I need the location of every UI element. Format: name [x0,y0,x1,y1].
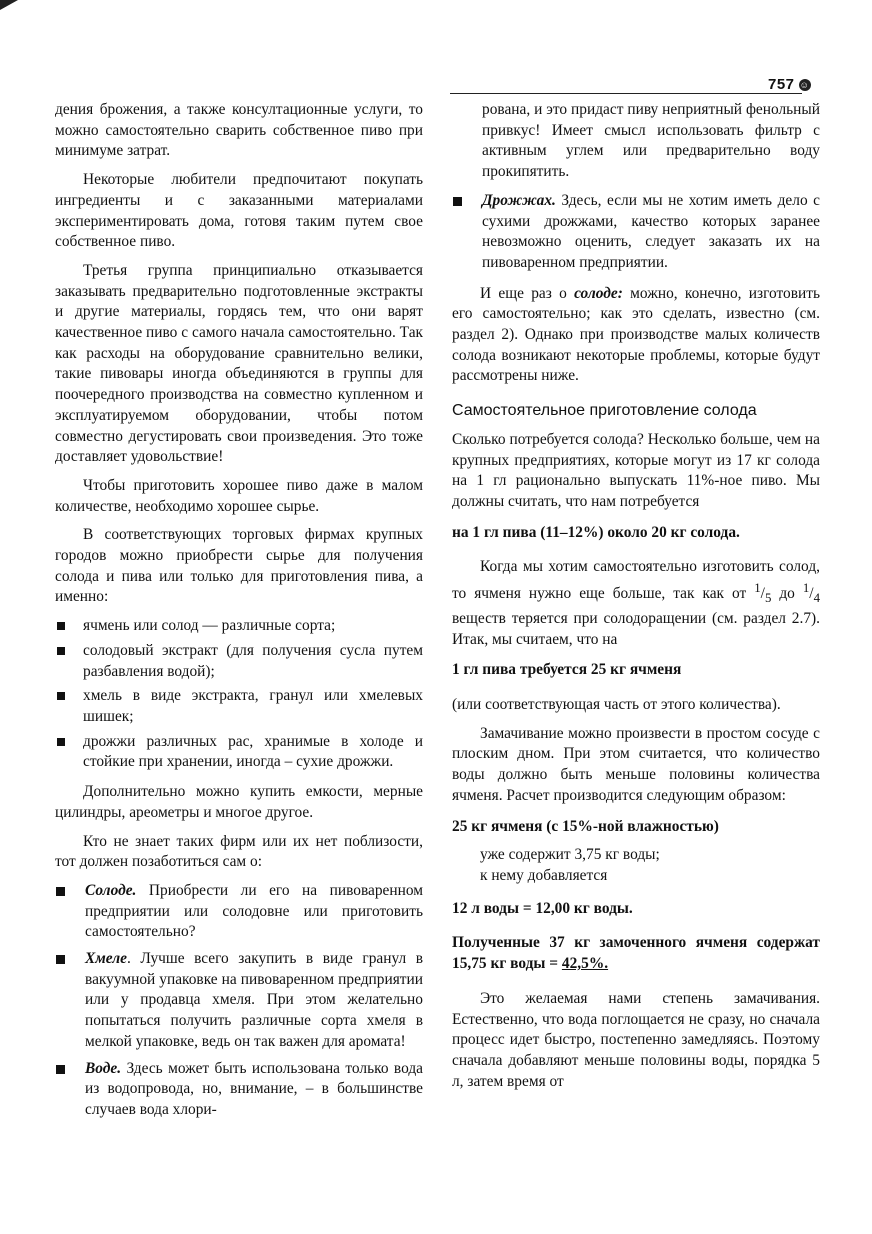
list-item: Воде. Здесь может быть использована только вода из водопровода, но, внимание, – в большинстве случаев вода хлори- [55,1059,423,1121]
bullet-square-icon [56,955,65,964]
list-item: хмель в виде экстракта, гранул или хмелевых шишек; [55,686,423,727]
calculation-block [452,845,820,886]
bullet-square-icon [453,197,462,206]
formula-line: 12 л воды = 12,00 кг воды. [452,899,633,917]
left-column [55,100,423,1130]
paragraph: рована, и это придаст пиву неприятный фенольный привкус! Имеет смысл использовать фильтр с активным углем или предварительно воду прокипятить. [482,101,820,181]
formula-line: 1 гл пива требуется 25 кг ячменя [452,661,682,679]
yeast-list [452,191,820,274]
bullet-square-icon [57,622,65,630]
calculation-line: уже содержит 3,75 кг воды; [480,846,660,864]
paragraph: дения брожения, а также консултационные услуги, то можно самостоятельно сварить собственное пиво при минимуме затрат. [55,101,423,160]
header-rule [450,93,802,94]
page-marker-icon: ☺ [799,80,810,90]
paragraph: (или соответствующая часть от этого количества). [452,696,781,714]
section-heading: Самостоятельное приготовление солода [452,402,757,420]
bullet-square-icon [57,738,65,746]
list-item: дрожжи различных рас, хранимые в холоде и стойкие при хранении, иногда – сухие дрожжи. [55,732,423,773]
materials-list [55,616,423,773]
paragraph: Когда мы хотим самостоятельно изготовить солод, то ячменя нужно еще больше, так как от $^1/_5$ до $^1/_4$ веществ теряется при солодоращении (см. раздел 2.7). Итак, мы считаем, что на [452,558,820,648]
formula-line: на 1 гл пива (11–12%) около 20 кг солода. [452,523,740,541]
paragraph: Это желаемая нами степень замачивания. Естественно, что вода поглощается не сразу, но сначала процесс идет быстро, постепенно замедляясь. Поэтому сначала добавляют меньше половины воды, порядка 5 л, затем время от [452,989,820,1090]
list-item: Дрожжах. Здесь, если мы не хотим иметь дело с сухими дрожжами, качество которых заранее невозможно оценить, следует заказать их на пивоваренном предприятии. [452,191,820,274]
paragraph: В соответствующих торговых фирмах крупных городов можно приобрести сырье для получения солода и пива или только для приготовления пива, а именно: [55,526,423,606]
paragraph: Кто не знает таких фирм или их нет поблизости, тот должен позаботиться сам о: [55,832,423,871]
formula-result: Полученные 37 кг замоченного ячменя содержат 15,75 кг воды = 42,5%. [452,934,820,973]
formula-line: 25 кг ячменя (с 15%-ной влажностью) [452,817,719,835]
bullet-square-icon [57,692,65,700]
paragraph: Некоторые любители предпочитают покупать ингредиенты и с заказанными материалами экспериментировать дома, готовя таким путем свое собственное пиво. [55,171,423,251]
bullet-square-icon [56,1065,65,1074]
paragraph: Третья группа принципиально отказывается заказывать предварительно подготовленные экстракты и другие материалы, гордясь тем, что они варят качественное пиво с самого начала самостоятельно. Так как расходы на оборудование сравнительно велики, такие пивовары иногда объединяются в группы для поочередного производства на совместно купленном и эксплуатируемом оборудовании, чтобы потом совместно дегустировать свои произведения. Это тоже доставляет удовольствие! [55,261,423,466]
list-item: солодовый экстракт (для получения сусла путем разбавления водой); [55,641,423,682]
self-supply-list [55,881,423,1121]
calculation-line: к нему добавляется [480,867,608,884]
list-item: Солоде. Приобрести ли его на пивоваренном предприятии или солодовне или приготовить самостоятельно? [55,881,423,943]
corner-mark [0,0,18,10]
paragraph: Чтобы приготовить хорошее пиво даже в малом количестве, необходимо хорошее сырье. [55,476,423,515]
list-item: Хмеле. Лучше всего закупить в виде гранул в вакуумной упаковке на пивоваренном предприятии или у продавца хмеля. При этом желательно попытаться получить различные сорта хмеля в мелкой упаковке, ведь он так важен для аромата! [55,949,423,1053]
bullet-square-icon [56,887,65,896]
paragraph: Сколько потребуется солода? Несколько больше, чем на крупных предприятиях, которые могут из 17 кг солода на 1 гл рационально выпускать 11%-ное пиво. Мы должны считать, что нам потребуется [452,430,820,510]
paragraph: И еще раз о солоде: можно, конечно, изготовить его самостоятельно; как это сделать, известно (см. раздел 2). Однако при производстве малых количеств солода возникают некоторые проблемы, которые будут рассмотрены ниже. [452,284,820,385]
paragraph: Замачивание можно произвести в простом сосуде с плоским дном. При этом считается, что количество воды должно быть меньше половины количества ячменя. Расчет производится следующим образом: [452,724,820,804]
paragraph: Дополнительно можно купить емкости, мерные цилиндры, ареометры и многое другое. [55,783,423,821]
bullet-square-icon [57,647,65,655]
page-number: 757 ☺ [768,76,810,93]
right-column [452,100,820,1100]
list-item: ячмень или солод — различные сорта; [55,616,423,637]
